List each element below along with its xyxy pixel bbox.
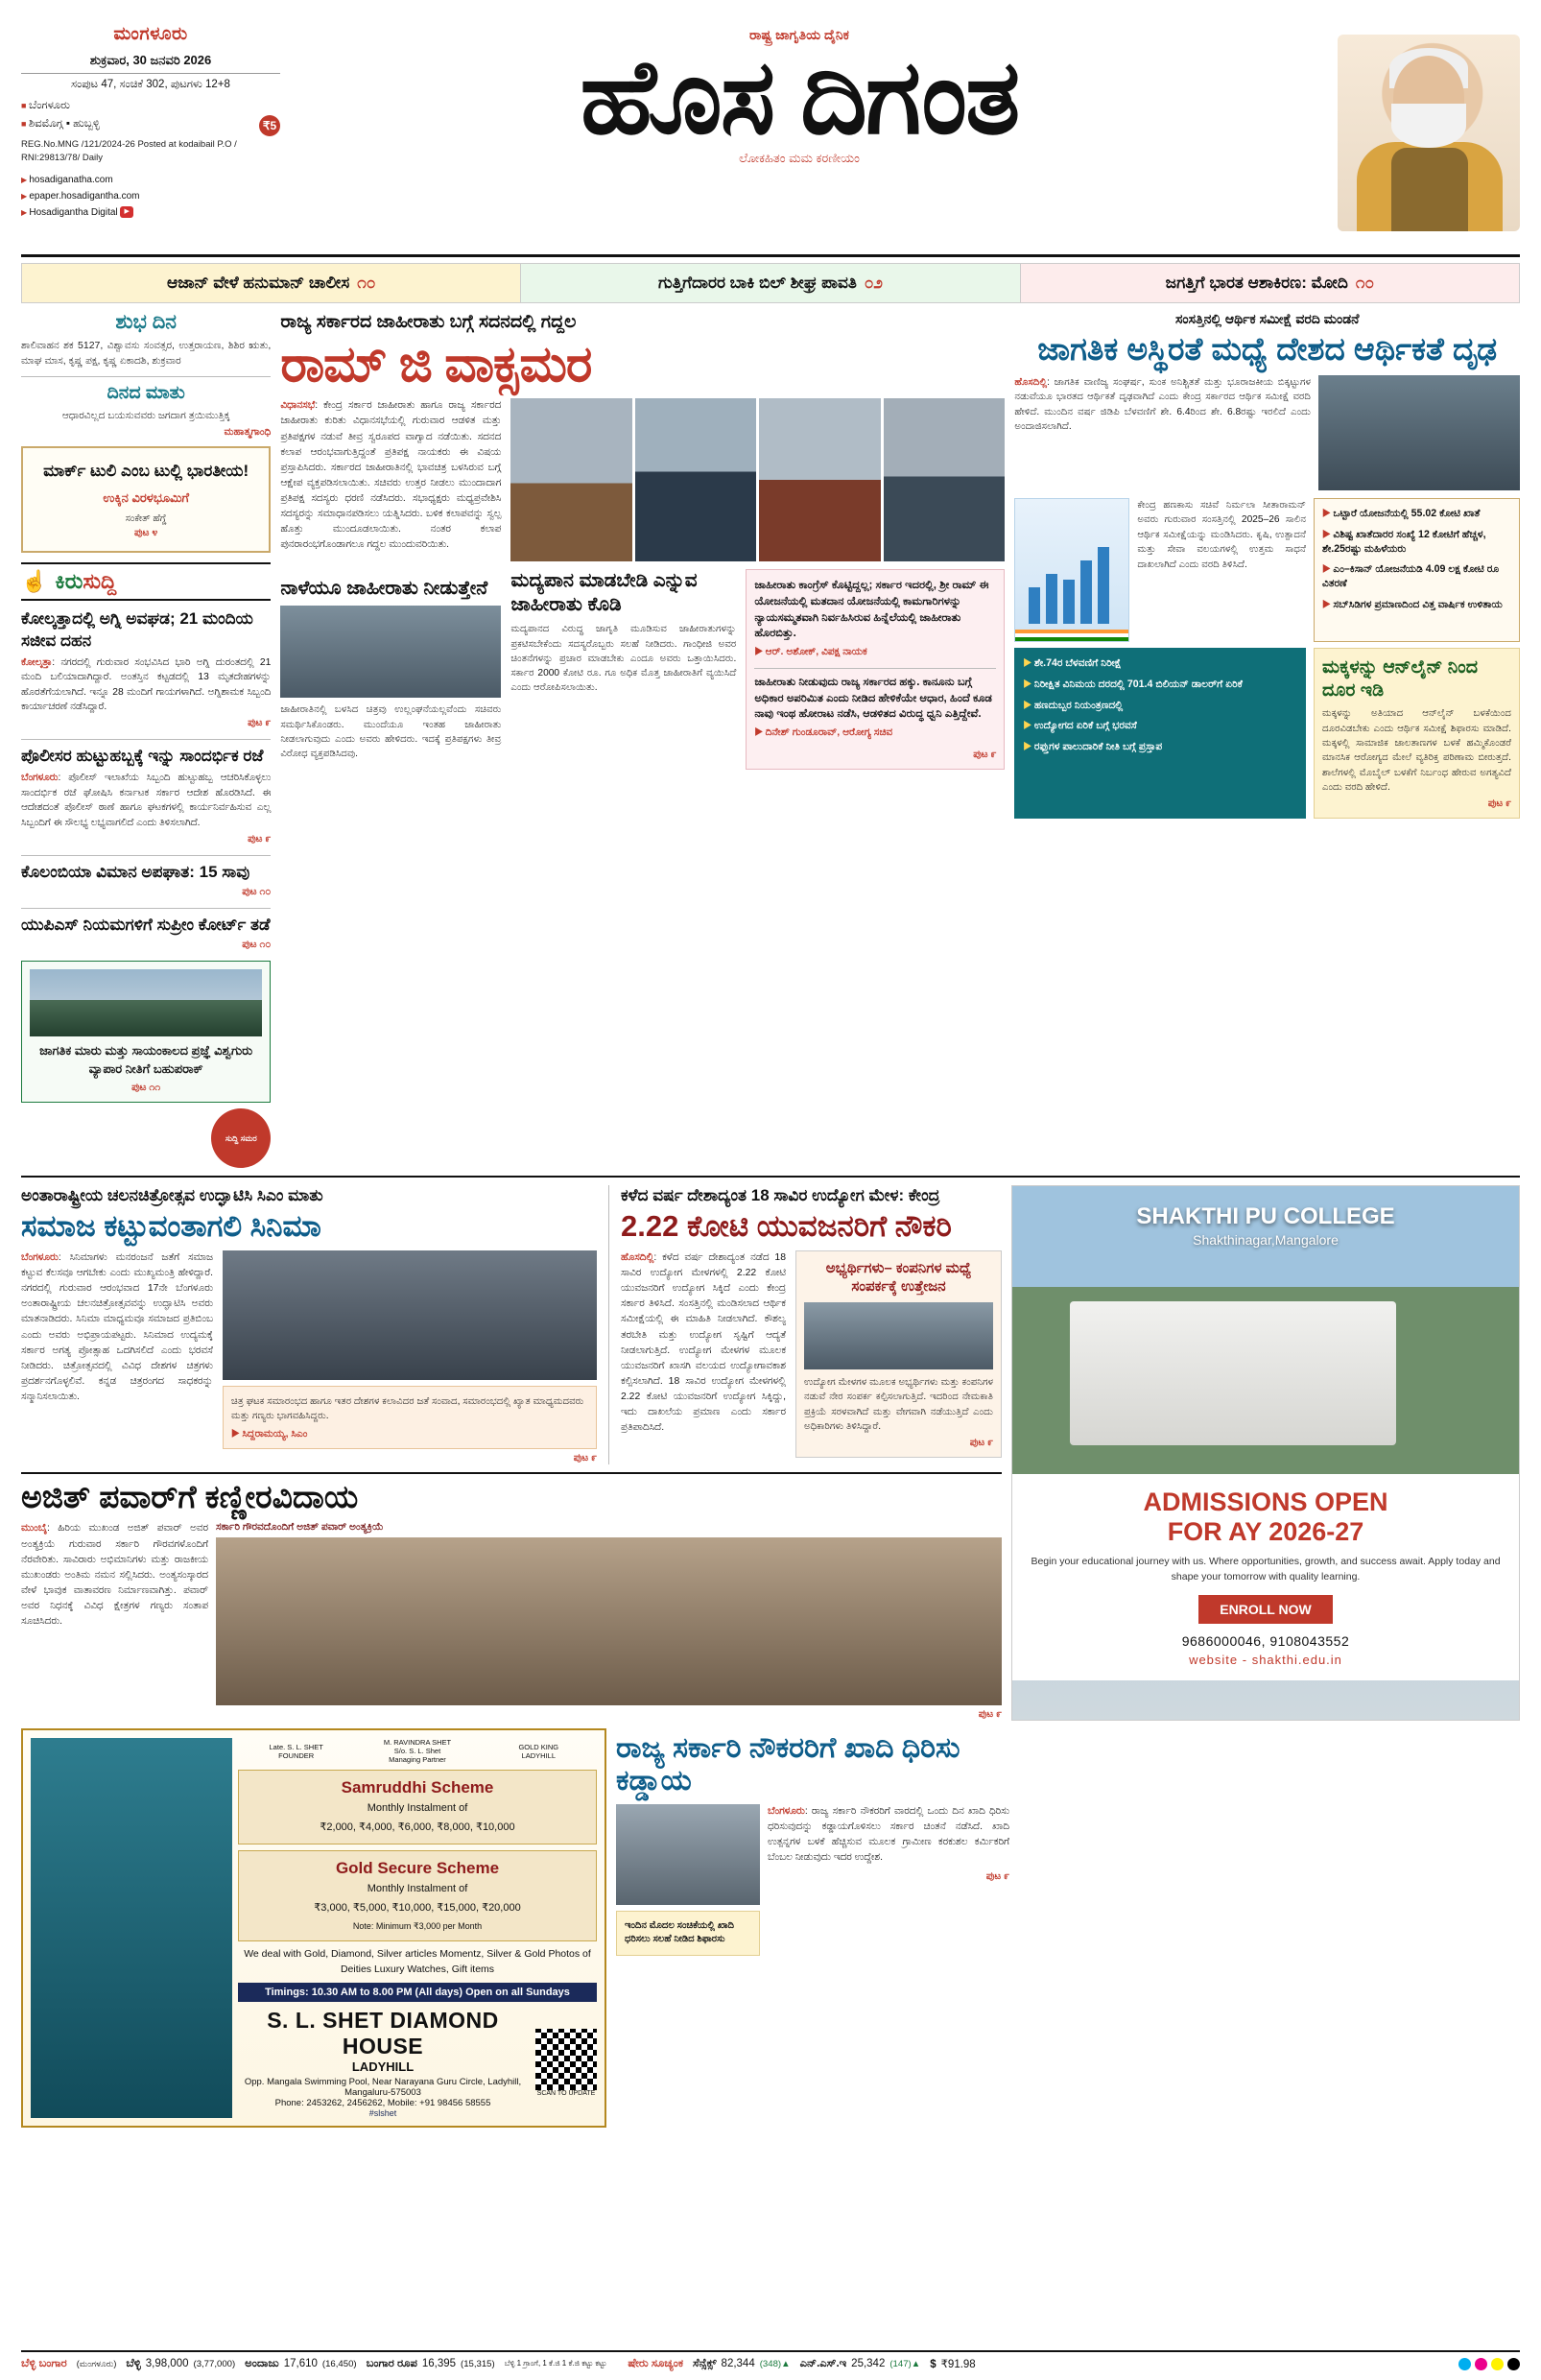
- film-caption-by: ▶ ಸಿದ್ದರಾಮಯ್ಯ, ಸಿಎಂ: [231, 1428, 588, 1440]
- youtube-icon[interactable]: ▶: [120, 206, 132, 218]
- masthead-left: [21, 17, 280, 221]
- khadi-body-col: ಬೆಂಗಳೂರು: ರಾಜ್ಯ ಸರ್ಕಾರಿ ನೌಕರರಿಗೆ ವಾರದಲ್ಲಿ ಒಂದು ದಿನ ಖಾದಿ ಧಿರಿಸು ಧರಿಸುವುದನ್ನು ಕಡ್ಡಾಯಗೊಳಿಸಲು ಸರ್ಕಾರ ಚಿಂತನೆ ನಡೆಸಿದೆ. ಖಾದಿ ಉತ್ಪನ್ನಗಳ ಬಳಕೆ ಹೆಚ್ಚಿಸುವ ಮೂಲಕ ಗ್ರಾಮೀಣ ಕರಕುಶಲ ಕರ್ಮಿಕರಿಗೆ ಬೆಂಬಲ ನೀಡುವುದು ಇದರ ಉದ್ದೇಶ. ಪುಟ ೯: [768, 1804, 1009, 1956]
- college-info: [1012, 1474, 1519, 1680]
- quote-entry: [754, 675, 996, 739]
- promo-page-ref: ಪುಟ ೧೧: [131, 1082, 161, 1094]
- highlight-item: ▶ ವಿಶಿಷ್ಟ ಖಾತೆದಾರರ ಸಂಖ್ಯೆ 12 ಕೋಟಿಗೆ ಹೆಚ್ಚಳ, ಶೇ.25ರಷ್ಟು ಮಹಿಳೆಯರು: [1322, 528, 1511, 557]
- promo-image: [30, 969, 262, 1036]
- stat-item: ▶ ಉದ್ಯೋಗದ ಏರಿಕೆ ಬಗ್ಗೆ ಭರವಸೆ: [1023, 719, 1297, 733]
- news-body: ಕೋಲ್ಕತ್ತಾ: ನಗರದಲ್ಲಿ ಗುರುವಾರ ಸಂಭವಿಸಿದ ಭಾರಿ ಅಗ್ನಿ ದುರಂತದಲ್ಲಿ 21 ಮಂದಿ ಬಲಿಯಾದಾಗಿದ್ದಾರೆ. ಅಂತಸ್ತಿನ ಕಟ್ಟಡದಲ್ಲಿ 13 ಮೃತದೇಹಗಳನ್ನು ಹೊರತೆಗೆಯಲಾಗಿದೆ. ಇನ್ನೂ 28 ಮಂದಿಗೆ ಗಾಯಗಳಾಗಿದೆ. ಅಗ್ನಿಶಾಮಕ ಸಿಬ್ಬಂದಿ ಕಾರ್ಯಾಚರಣೆ ನಡೆಸಿದ್ದಾರೆ.: [21, 656, 272, 712]
- college-building: [1070, 1301, 1396, 1445]
- lead-headline: ರಾಮ್ ಜಿ ವಾಕ್ಸಮರ: [280, 336, 592, 393]
- website-link[interactable]: ▶ hosadiganatha.com: [21, 172, 280, 188]
- right-bottom-area: [1014, 648, 1520, 819]
- sub-body-2: ಮದ್ಯಪಾನದ ವಿರುದ್ಧ ಜಾಗೃತಿ ಮೂಡಿಸುವ ಜಾಹೀರಾತುಗಳನ್ನು ಪ್ರಕಟಿಸಬೇಕೆಂದು ಸದಸ್ಯರೊಬ್ಬರು ಸಲಹೆ ನೀಡಿದರು. ಗಾಂಧೀಜಿ ಅವರ ಚಿಂತನೆಗಳನ್ನು ಪ್ರಚಾರ ಮಾಡಬೇಕು ಎಂದೂ ಅವರು ಒತ್ತಾಯಿಸಿದರು. ಸರ್ಕಾರ 2000 ಕೋಟಿ ರೂ. ಗೂ ಅಧಿಕ ಮೊತ್ತ ಜಾಹೀರಾತಿಗೆ ವ್ಯಯಿಸಿದೆ ಎಂದು ಆರೋಪಿಸಲಾಯಿತು.: [510, 624, 737, 694]
- scheme-2-sub: Monthly Instalment of: [367, 1883, 468, 1895]
- ad-timings: Timings: 10.30 AM to 8.00 PM (All days) Open on all Sundays: [238, 1983, 597, 2002]
- sub-headline-2: ಮದ್ಯಪಾನ ಮಾಡಬೇಡಿ ಎನ್ನುವ ಜಾಹೀರಾತು ಕೊಡಿ: [510, 570, 698, 616]
- dollar-label: $: [930, 2359, 936, 2370]
- rate-prev: (15,315): [461, 2358, 495, 2369]
- cmyk-black: [1507, 2358, 1520, 2370]
- enroll-button[interactable]: ENROLL NOW: [1198, 1595, 1332, 1624]
- rate-value: 3,98,000: [145, 2357, 189, 2369]
- teaser-item-2[interactable]: [521, 264, 1020, 302]
- right-body-text: ಜಾಗತಿಕ ವಾಣಿಜ್ಯ ಸಂಘರ್ಷ, ಸುಂಕ ಅನಿಶ್ಚಿತತೆ ಮತ್ತು ಭೂರಾಜಕೀಯ ಬಿಕ್ಕಟ್ಟುಗಳ ನಡುವೆಯೂ ಭಾರತದ ಆರ್ಥಿಕತೆ ದೃಢವಾಗಿದೆ ಎಂದು ಕೇಂದ್ರ ಸರ್ಕಾರದ ಆರ್ಥಿಕ ಸಮೀಕ್ಷೆ ವರದಿ ಹೇಳಿದೆ. ಮುಂದಿನ ವರ್ಷ ಜಿಡಿಪಿ ಬೆಳವಣಿಗೆ ಶೇ. 6.4ರಿಂದ ಶೇ. 6.8ರಷ್ಟು ಇರಲಿದೆ ಎಂದು ಅಂದಾಜಿಸಲಾಗಿದೆ.: [1014, 376, 1311, 433]
- film-story[interactable]: [21, 1185, 597, 1464]
- scheme-1-amounts: ₹2,000, ₹4,000, ₹6,000, ₹8,000, ₹10,000: [320, 1821, 515, 1834]
- photo-pane: [510, 398, 632, 561]
- online-box: [1314, 648, 1520, 819]
- photo-pane: [884, 398, 1006, 561]
- ad-phone: Phone: 2453262, 2456262, Mobile: +91 98456 58555: [274, 2097, 491, 2108]
- news-page-ref: ಪುಟ ೧೦: [242, 939, 272, 951]
- quote-box: [21, 446, 271, 554]
- right-body-col: ಹೊಸದಿಲ್ಲಿ: ಜಾಗತಿಕ ವಾಣಿಜ್ಯ ಸಂಘರ್ಷ, ಸುಂಕ ಅನಿಶ್ಚಿತತೆ ಮತ್ತು ಭೂರಾಜಕೀಯ ಬಿಕ್ಕಟ್ಟುಗಳ ನಡುವೆಯೂ ಭಾರತದ ಆರ್ಥಿಕತೆ ದೃಢವಾಗಿದೆ ಎಂದು ಕೇಂದ್ರ ಸರ್ಕಾರದ ಆರ್ಥಿಕ ಸಮೀಕ್ಷೆ ವರದಿ ಹೇಳಿದೆ. ಮುಂದಿನ ವರ್ಷ ಜಿಡಿಪಿ ಬೆಳವಣಿಗೆ ಶೇ. 6.4ರಿಂದ ಶೇ. 6.8ರಷ್ಟು ಇರಲಿದೆ ಎಂದು ಅಂದಾಜಿಸಲಾಗಿದೆ.: [1014, 376, 1311, 433]
- lower-left-flex: [21, 1185, 1002, 1464]
- chart-bar: [1029, 587, 1040, 624]
- news-text: ನಗರದಲ್ಲಿ ಗುರುವಾರ ಸಂಭವಿಸಿದ ಭಾರಿ ಅಗ್ನಿ ದುರಂತದಲ್ಲಿ 21 ಮಂದಿ ಬಲಿಯಾದಾಗಿದ್ದಾರೆ. ಅಂತಸ್ತಿನ ಕಟ್ಟಡದಲ್ಲಿ 13 ಮೃತದೇಹಗಳನ್ನು ಹೊರತೆಗೆಯಲಾಗಿದೆ. ಇನ್ನೂ 28 ಮಂದಿಗೆ ಗಾಯಗಳಾಗಿದೆ. ಅಗ್ನಿಶಾಮಕ ಸಿಬ್ಬಂದಿ ಕಾರ್ಯಾಚರಣೆ ನಡೆಸಿದ್ದಾರೆ.: [21, 656, 272, 712]
- highlight-item: ▶ ಒಟ್ಟಾರೆ ಯೋಜನೆಯಲ್ಲಿ 55.02 ಕೋಟಿ ಖಾತೆ: [1322, 507, 1511, 521]
- assembly-photo: [510, 398, 1005, 561]
- ajit-page-ref: ಪುಟ ೯: [978, 1708, 1002, 1721]
- news-location: ಕೋಲ್ಕತ್ತಾ: [21, 656, 53, 668]
- khadi-note-box: [616, 1911, 760, 1956]
- news-page-ref: ಪುಟ ೧೦: [242, 886, 272, 898]
- sub-story-1[interactable]: [280, 577, 501, 761]
- online-headline: ಮಕ್ಕಳನ್ನು ಆನ್‌ಲೈನ್‌ ನಿಂದ ದೂರ ಇಡಿ: [1322, 656, 1478, 701]
- bottom-section: [21, 1728, 1520, 2127]
- rate-footnote: ಬೆಳ್ಳಿ 1 ಗ್ರಾಂಗೆ, 1 ಕೆ.ಜಿ 1 ಕೆ.ಜಿ ಕಟ್ಟು ಕಟ್ಟು: [504, 2359, 607, 2368]
- masthead-center: [280, 17, 1318, 166]
- web-links: [21, 172, 280, 221]
- volume-info: ಸಂಪುಟ 47, ಸಂಚಿಕೆ 302, ಪುಟಗಳು 12+8: [71, 79, 230, 90]
- politician-photo: [1338, 35, 1520, 231]
- right-headline: ಜಾಗತಿಕ ಅಸ್ಥಿರತೆ ಮಧ್ಯೆ ದೇಶದ ಆರ್ಥಿಕತೆ ದೃಢ: [1037, 331, 1498, 367]
- news-body: ಬೆಂಗಳೂರು: ಪೊಲೀಸ್ ಇಲಾಖೆಯ ಸಿಬ್ಬಂದಿ ಹುಟ್ಟುಹಬ್ಬ ಆಚರಿಸಿಕೊಳ್ಳಲು ಸಾಂದರ್ಭಿಕ ರಜೆ ಘೋಷಿಸಿ ಕರ್ನಾಟಕ ಸರ್ಕಾರ ಆದೇಶ ಹೊರಡಿಸಿದೆ. ಈ ಆದೇಶದಂತೆ ಪೊಲೀಸ್ ಠಾಣೆ ಹಾಗೂ ಘಟಕಗಳಲ್ಲಿ ಕಾರ್ಯನಿರ್ವಹಿಸುವ ಎಲ್ಲ ಸಿಬ್ಬಂದಿಗೆ ಈ ಸೌಲಭ್ಯ ಲಭ್ಯವಾಗಲಿದೆ ಎಂದು ತಿಳಿಸಲಾಗಿದೆ.: [21, 773, 272, 828]
- market-label: ಷೇರು ಸೂಚ್ಯಂಕ: [628, 2357, 684, 2369]
- chart-bar: [1098, 547, 1109, 624]
- rate-label: ಬೆಳ್ಳಿ: [126, 2357, 141, 2369]
- economist-photo: [1318, 375, 1520, 490]
- cmyk-magenta: [1475, 2358, 1487, 2370]
- jobs-body-text: ಕಳೆದ ವರ್ಷ ದೇಶಾದ್ಯಂತ ನಡೆದ 18 ಸಾವಿರ ಉದ್ಯೋಗ ಮೇಳಗಳಲ್ಲಿ 2.22 ಕೋಟಿ ಯುವಜನರಿಗೆ ಉದ್ಯೋಗ ಸಿಕ್ಕಿದೆ ಎಂದು ಕೇಂದ್ರ ಸರ್ಕಾರ ತಿಳಿಸಿದೆ. ಸಂಸತ್ತಿನಲ್ಲಿ ಮಂಡಿಸಲಾದ ಆರ್ಥಿಕ ಸಮೀಕ್ಷೆಯಲ್ಲಿ ಈ ಮಾಹಿತಿ ನೀಡಲಾಗಿದೆ. ಕೌಶಲ್ಯ ತರಬೇತಿ ಮತ್ತು ಉದ್ಯೋಗ ಸೃಷ್ಟಿಗೆ ಆದ್ಯತೆ ನೀಡಲಾಗುತ್ತಿದೆ.: [621, 1251, 786, 1356]
- gold-sub: (ಮಂಗಳೂರು): [76, 2358, 117, 2368]
- rate-prev: (3,77,000): [193, 2358, 236, 2369]
- quote-subline: ಉಕ್ಕಿನ ವಿರಳಭೂಮಿಗೆ: [103, 490, 189, 506]
- sub-headline-1: ನಾಳೆಯೂ ಜಾಹೀರಾತು ನೀಡುತ್ತೇನೆ: [280, 578, 488, 600]
- lead-kicker: ರಾಜ್ಯ ಸರ್ಕಾರದ ಜಾಹೀರಾತು ಬಗ್ಗೆ ಸದನದಲ್ಲಿ ಗದ್ದಲ: [280, 312, 577, 332]
- jobs-page-ref: ಪುಟ ೯: [969, 1437, 993, 1449]
- quote-attribution: ▶ ದಿನೇಶ್‌ ಗುಂಡೂರಾವ್‌, ಆರೋಗ್ಯ ಸಚಿವ: [754, 726, 996, 739]
- divider: [754, 668, 996, 669]
- highlights-box: [1314, 498, 1520, 642]
- college-phone: 9686000046, 9108043552: [1181, 1632, 1350, 1649]
- ad-deals: We deal with Gold, Diamond, Silver articles Momentz, Silver & Gold Photos of Deities Luxury Watches, Gift items: [244, 1948, 591, 1975]
- divider: [21, 376, 271, 377]
- jobs-body-text-2: ಉದ್ಯೋಗ ಮೇಳಗಳ ಮೂಲಕ ಯುವಜನರಿಗೆ ಖಾಸಗಿ ವಲಯದ ಉದ್ಯೋಗಾವಕಾಶ ಕಲ್ಪಿಸಲಾಗಿದೆ. 18 ಸಾವಿರ ಉದ್ಯೋಗ ಮೇಳಗಳಲ್ಲಿ 2.22 ಕೋಟಿ ಯುವಜನರಿಗೆ ಉದ್ಯೋಗ ಸಿಕ್ಕಿದ್ದು, ಇದು ದಾಖಲೆಯ ಪ್ರಮಾಣ ಎಂದು ಸರ್ಕಾರ ಪ್ರತಿಪಾದಿಸಿದೆ.: [621, 1345, 786, 1434]
- quote-text: ಜಾಹೀರಾತು ಕಾಂಗ್ರೆಸ್ ಕೊಟ್ಟಿದ್ದಲ್ಲ; ಸರ್ಕಾರ ಇದರಲ್ಲಿ, ಶ್ರೀ ರಾಮ್‌ ಈ ಯೋಜನೆಯಲ್ಲಿ ಮತದಾನ ಯೋಜನೆಯಲ್ಲಿ ಕಾಮಗಾರಿಗಳನ್ನು ನ್ಯಾಯಸಮ್ಮತವಾಗಿ ನಿರ್ವಹಿಸಿರುವ ಹಿನ್ನೆಲೆಯಲ್ಲಿ ಜಾಹೀರಾತು ಹೊರಬಿತ್ತು.: [754, 580, 989, 640]
- masthead-tagline: ರಾಷ್ಟ್ರ ಜಾಗೃತಿಯ ದೈನಿಕ: [749, 27, 849, 42]
- sub-body-1: ಜಾಹೀರಾತಿನಲ್ಲಿ ಬಳಸಿದ ಚಿತ್ರವು ಉಲ್ಲಂಘನೆಯಲ್ಲವೆಂದು ಸಚಿವರು ಸಮರ್ಥಿಸಿಕೊಂಡರು. ಮುಂದೆಯೂ ಇಂತಹ ಜಾಹೀರಾತು ನೀಡಲಾಗುವುದು ಎಂದು ಅವರು ಹೇಳಿದರು. ಇದಕ್ಕೆ ಪ್ರತಿಪಕ್ಷಗಳು ತೀವ್ರ ವಿರೋಧ ವ್ಯಕ್ತಪಡಿಸಿದವು.: [280, 704, 502, 760]
- right-column: [1014, 311, 1520, 1168]
- brand-name: S. L. SHET DIAMOND HOUSE: [267, 2007, 499, 2059]
- kirusuddi-header: [21, 562, 271, 601]
- news-text: ಪೊಲೀಸ್ ಇಲಾಖೆಯ ಸಿಬ್ಬಂದಿ ಹುಟ್ಟುಹಬ್ಬ ಆಚರಿಸಿಕೊಳ್ಳಲು ಸಾಂದರ್ಭಿಕ ರಜೆ ಘೋಷಿಸಿ ಕರ್ನಾಟಕ ಸರ್ಕಾರ ಆದೇಶ ಹೊರಡಿಸಿದೆ. ಈ ಆದೇಶದಂತೆ ಪೊಲೀಸ್ ಠಾಣೆ ಹಾಗೂ ಘಟಕಗಳಲ್ಲಿ ಕಾರ್ಯನಿರ್ವಹಿಸುವ ಎಲ್ಲ ಸಿಬ್ಬಂದಿಗೆ ಈ ಸೌಲಭ್ಯ ಲಭ್ಯವಾಗಲಿದೆ ಎಂದು ತಿಳಿಸಲಾಗಿದೆ.: [21, 773, 272, 828]
- lead-body-2: ಸಚಿವರು ಉತ್ತರ ನೀಡಲು ಮುಂದಾದಾಗ ಪ್ರತಿಪಕ್ಷ ಸದಸ್ಯರು ಧರಣಿ ನಡೆಸಿದರು. ಸಭಾಧ್ಯಕ್ಷರು ಮಧ್ಯಪ್ರವೇಶಿಸಿ ಸದಸ್ಯರನ್ನು ಸಮಾಧಾನಪಡಿಸಲು ಯತ್ನಿಸಿದರು. ಬಳಿಕ ಕಲಾಪವನ್ನು ಸ್ವಲ್ಪ ಹೊತ್ತು ಮುಂದೂಡಲಾಯಿತು. ನಂತರ ಕಲಾಪ ಪುನರಾರಂಭಗೊಂಡಾಗಲೂ ಗದ್ದಲ ಮುಂದುವರಿಯಿತು.: [280, 477, 502, 551]
- founder-label: Late. S. L. SHET FOUNDER: [269, 1742, 323, 1760]
- funeral-photo: [216, 1537, 1002, 1705]
- highlight-item: ▶ ಎಂ–ಕಿಸಾನ್ ಯೋಜನೆಯಡಿ 4.09 ಲಕ್ಷ ಕೋಟಿ ರೂ ವಿತರಣೆ: [1322, 562, 1511, 591]
- quote-headline: ಮಾರ್ಕ್ ಟುಲಿ ಎಂಬ ಟುಲ್ಲಿ ಭಾರತೀಯ!: [43, 461, 249, 480]
- jobs-kicker: ಕಳೆದ ವರ್ಷ ದೇಶಾದ್ಯಂತ 18 ಸಾವಿರ ಉದ್ಯೋಗ ಮೇಳ: ಕೇಂದ್ರ: [621, 1186, 940, 1205]
- nifty-value: 25,342: [851, 2357, 886, 2369]
- edition-item: ■ ಶಿವಮೊಗ್ಗ ▪ ಹುಬ್ಬಳ್ಳಿ: [21, 115, 280, 132]
- kiru-title-b: ಸುದ್ದಿ: [83, 569, 117, 594]
- stats-box: [1014, 648, 1306, 819]
- divider: [21, 739, 271, 740]
- khadi-story[interactable]: [616, 1728, 1009, 2127]
- right-kicker: ಸಂಸತ್ತಿನಲ್ಲಿ ಆರ್ಥಿಕ ಸಮೀಕ್ಷೆ ವರದಿ ಮಂಡನೆ: [1174, 311, 1360, 326]
- lead-sub-left: [280, 569, 501, 770]
- sub-photo-1: [280, 606, 501, 698]
- cmyk-cyan: [1458, 2358, 1471, 2370]
- sensex-label: ಸೆನ್ಸೆಕ್ಸ್: [693, 2357, 717, 2369]
- ajit-caption: ಸರ್ಕಾರಿ ಗೌರವದೊಂದಿಗೆ ಅಜಿತ್ ಪವಾರ್ ಅಂತ್ಯಕ್ರಿಯೆ: [216, 1521, 384, 1534]
- photo-beard: [1391, 104, 1466, 148]
- rate-prev: (16,450): [321, 2358, 357, 2369]
- chart-bars: [1029, 547, 1109, 624]
- stat-item: ▶ ಶೇ.74ರ ಬೆಳವಣಿಗೆ ನಿರೀಕ್ಷೆ: [1023, 656, 1297, 671]
- khadi-note: ಇಂದಿನ ಮೊದಲ ಸಂಚಿಕೆಯಲ್ಲಿ ಖಾದಿ ಧರಿಸಲು ಸಲಹೆ ನೀಡಿದ ಶಿಫಾರಸು: [625, 1919, 735, 1945]
- dollar-item: [930, 2357, 976, 2370]
- lead-body-col: ವಿಧಾನಸಭೆ: ಕೇಂದ್ರ ಸರ್ಕಾರ ಜಾಹೀರಾತು ಹಾಗೂ ರಾಜ್ಯ ಸರ್ಕಾರದ ಜಾಹೀರಾತು ಕುರಿತು ವಿಧಾನಸಭೆಯಲ್ಲಿ ಗುರುವಾರ ಆಡಳಿತ ಮತ್ತು ಪ್ರತಿಪಕ್ಷಗಳ ನಡುವೆ ತೀವ್ರ ಸ್ವರೂಪದ ವಾಗ್ವಾದ ನಡೆಯಿತು. ಸದನದ ಕಲಾಪ ಆರಂಭವಾಗುತ್ತಿದ್ದಂತೆ ಪ್ರತಿಪಕ್ಷ ನಾಯಕರು ಈ ವಿಷಯ ಪ್ರಸ್ತಾಪಿಸಿದರು. ಸರ್ಕಾರದ ಜಾಹೀರಾತಿನಲ್ಲಿ ಭಾವಚಿತ್ರ ಬಳಸಿರುವ ಬಗ್ಗೆ ಆಕ್ಷೇಪ ವ್ಯಕ್ತಪಡಿಸಲಾಯಿತು. ಸಚಿವರು ಉತ್ತರ ನೀಡಲು ಮುಂದಾದಾಗ ಪ್ರತಿಪಕ್ಷ ಸದಸ್ಯರು ಧರಣಿ ನಡೆಸಿದರು. ಸಭಾಧ್ಯಕ್ಷರು ಮಧ್ಯಪ್ರವೇಶಿಸಿ ಸದಸ್ಯರನ್ನು ಸಮಾಧಾನಪಡಿಸಲು ಯತ್ನಿಸಿದರು. ಬಳಿಕ ಕಲಾಪವನ್ನು ಸ್ವಲ್ಪ ಹೊತ್ತು ಮುಂದೂಡಲಾಯಿತು. ನಂತರ ಕಲಾಪ ಪುನರಾರಂಭಗೊಂಡಾಗಲೂ ಗದ್ದಲ ಮುಂದುವರಿಯಿತು.: [280, 400, 502, 551]
- lower-left: [21, 1185, 1002, 1721]
- news-page-ref: ಪುಟ ೯: [248, 833, 272, 845]
- khadi-left: [616, 1804, 760, 1956]
- scheme-1: [238, 1770, 597, 1844]
- ad-bottom: [238, 2008, 597, 2118]
- price-badge: ₹5: [259, 115, 280, 136]
- quote-attribution: ▶ ಆರ್. ಅಶೋಕ್, ವಿಪಕ್ಷ ನಾಯಕ: [754, 646, 996, 658]
- teaser-page: ೧೦: [1355, 274, 1374, 292]
- news-item[interactable]: [21, 608, 271, 729]
- epaper-link[interactable]: ▶ epaper.hosadigantha.com: [21, 188, 280, 204]
- film-festival-photo: [223, 1250, 597, 1380]
- film-body-text: ಸಿನಿಮಾಗಳು ಮನರಂಜನೆ ಜತೆಗೆ ಸಮಾಜ ಕಟ್ಟುವ ಕೆಲಸವೂ ಆಗಬೇಕು ಎಂದು ಮುಖ್ಯಮಂತ್ರಿ ಹೇಳಿದ್ದಾರೆ. ನಗರದಲ್ಲಿ ಗುರುವಾರ ಆರಂಭವಾದ 17ನೇ ಬೆಂಗಳೂರು ಅಂತಾರಾಷ್ಟ್ರೀಯ ಚಲನಚಿತ್ರೋತ್ಸವವನ್ನು ಉದ್ಘಾಟಿಸಿ ಅವರು ಮಾತನಾಡಿದರು. ಸಿನಿಮಾ ಮಾಧ್ಯಮವೂ ಸಮಾಜದ ಪ್ರತಿಬಿಂಬ ಎಂದು ಅವರು ಅಭಿಪ್ರಾಯಪಟ್ಟರು.: [21, 1251, 214, 1341]
- ad-address: Opp. Mangala Swimming Pool, Near Narayana Guru Circle, Ladyhill, Mangaluru-575003: [244, 2076, 522, 2098]
- jobs-body-col: ಹೊಸದಿಲ್ಲಿ: ಕಳೆದ ವರ್ಷ ದೇಶಾದ್ಯಂತ ನಡೆದ 18 ಸಾವಿರ ಉದ್ಯೋಗ ಮೇಳಗಳಲ್ಲಿ 2.22 ಕೋಟಿ ಯುವಜನರಿಗೆ ಉದ್ಯೋಗ ಸಿಕ್ಕಿದೆ ಎಂದು ಕೇಂದ್ರ ಸರ್ಕಾರ ತಿಳಿಸಿದೆ. ಸಂಸತ್ತಿನಲ್ಲಿ ಮಂಡಿಸಲಾದ ಆರ್ಥಿಕ ಸಮೀಕ್ಷೆಯಲ್ಲಿ ಈ ಮಾಹಿತಿ ನೀಡಲಾಗಿದೆ. ಕೌಶಲ್ಯ ತರಬೇತಿ ಮತ್ತು ಉದ್ಯೋಗ ಸೃಷ್ಟಿಗೆ ಆದ್ಯತೆ ನೀಡಲಾಗುತ್ತಿದೆ. ಉದ್ಯೋಗ ಮೇಳಗಳ ಮೂಲಕ ಯುವಜನರಿಗೆ ಖಾಸಗಿ ವಲಯದ ಉದ್ಯೋಗಾವಕಾಶ ಕಲ್ಪಿಸಲಾಗಿದೆ. 18 ಸಾವಿರ ಉದ್ಯೋಗ ಮೇಳಗಳಲ್ಲಿ 2.22 ಕೋಟಿ ಯುವಜನರಿಗೆ ಉದ್ಯೋಗ ಸಿಕ್ಕಿದ್ದು, ಇದು ದಾಖಲೆಯ ಪ್ರಮಾಣ ಎಂದು ಸರ್ಕಾರ ಪ್ರತಿಪಾದಿಸಿದೆ.: [621, 1251, 786, 1434]
- news-headline: ಯುಪಿಎಸ್‌ ನಿಯಮಗಳಿಗೆ ಸುಪ್ರೀಂ ಕೋರ್ಟ್‌ ತಡೆ: [21, 916, 271, 935]
- rate-item: [245, 2358, 356, 2370]
- gold-label: ಬೆಳ್ಳಿ ಬಂಗಾರ: [21, 2357, 67, 2369]
- ajit-story[interactable]: [21, 1480, 1002, 1722]
- nifty-label: ಎನ್‌.ಎಸ್‌.ಇ: [799, 2357, 847, 2369]
- khadi-page-ref: ಪುಟ ೯: [985, 1870, 1009, 1883]
- divider: [21, 1472, 1002, 1474]
- lead-body-1: ಕೇಂದ್ರ ಸರ್ಕಾರ ಜಾಹೀರಾತು ಹಾಗೂ ರಾಜ್ಯ ಸರ್ಕಾರದ ಜಾಹೀರಾತು ಕುರಿತು ವಿಧಾನಸಭೆಯಲ್ಲಿ ಗುರುವಾರ ಆಡಳಿತ ಮತ್ತು ಪ್ರತಿಪಕ್ಷಗಳ ನಡುವೆ ತೀವ್ರ ಸ್ವರೂಪದ ವಾಗ್ವಾದ ನಡೆಯಿತು. ಸದನದ ಕಲಾಪ ಆರಂಭವಾಗುತ್ತಿದ್ದಂತೆ ಪ್ರತಿಪಕ್ಷ ನಾಯಕರು ಈ ವಿಷಯ ಪ್ರಸ್ತಾಪಿಸಿದರು. ಸರ್ಕಾರದ ಜಾಹೀರಾತಿನಲ್ಲಿ ಭಾವಚಿತ್ರ ಬಳಸಿರುವ ಬಗ್ಗೆ ಆಕ್ಷೇಪ ವ್ಯಕ್ತಪಡಿಸಲಾಯಿತು.: [280, 400, 502, 488]
- scheme-1-sub: Monthly Instalment of: [367, 1802, 468, 1815]
- sensex-change: (348)▲: [759, 2358, 791, 2369]
- film-caption: ಚಿತ್ರ ಘಟಕ ಸಮಾರಂಭದ ಹಾಗೂ ಇತರ ದೇಶಗಳ ಕಲಾವಿದರ ಜತೆ ಸಂವಾದ, ಸಮಾರಂಭದಲ್ಲಿ ಖ್ಯಾತ ಮಾಧ್ಯಮದವರು ಮತ್ತು ಗಣ್ಯರು ಭಾಗವಹಿಸಿದ್ದರು.: [231, 1395, 584, 1422]
- college-ad-inner: [1011, 1185, 1520, 1721]
- digital-label: Hosadigantha Digital: [29, 206, 118, 218]
- jewellery-ad[interactable]: [21, 1728, 606, 2127]
- lower-section: [21, 1185, 1520, 1721]
- news-location: ಬೆಂಗಳೂರು: [21, 773, 59, 784]
- rate-label: ಅಂದಾಜು: [245, 2357, 279, 2369]
- photo-pane: [759, 398, 881, 561]
- lead-body-area: [280, 398, 1005, 561]
- edition-list: [21, 97, 280, 132]
- chart-bar: [1063, 580, 1075, 624]
- right-location: ಹೊಸದಿಲ್ಲಿ: [1014, 376, 1048, 388]
- film-location: ಬೆಂಗಳೂರು: [21, 1251, 59, 1263]
- ad-model-photo: [31, 1738, 232, 2117]
- teaser-text: ಆಜಾನ್ ವೇಳೆ ಹನುಮಾನ್ ಚಾಲೀಸ: [166, 274, 350, 292]
- subhadina-body: ಶಾಲಿವಾಹನ ಶಕ 5127, ವಿಶ್ವಾವಸು ಸಂವತ್ಸರ, ಉತ್ತರಾಯಣ, ಶಿಶಿರ ಋತು, ಮಾಘ ಮಾಸ, ಕೃಷ್ಣ ಪಕ್ಷ, ಕೃಷ್ಣ ಏಕಾದಶಿ, ಶುಕ್ರವಾರ: [21, 340, 272, 368]
- left-column: [21, 311, 271, 1168]
- dinada-matu-title: ದಿನದ ಮಾತು: [107, 382, 185, 403]
- chart-bar: [1046, 574, 1057, 624]
- flag-strip: [1015, 630, 1128, 641]
- jobs-side-headline: ಅಭ್ಯರ್ಥಿಗಳು– ಕಂಪನಿಗಳ ಮಧ್ಯೆ ಸಂಪರ್ಕಕ್ಕೆ ಉತ್ತೇಜನ: [825, 1259, 972, 1296]
- masthead-right: [1318, 17, 1520, 238]
- khadi-body-text: ರಾಜ್ಯ ಸರ್ಕಾರಿ ನೌಕರರಿಗೆ ವಾರದಲ್ಲಿ ಒಂದು ದಿನ ಖಾದಿ ಧಿರಿಸು ಧರಿಸುವುದನ್ನು ಕಡ್ಡಾಯಗೊಳಿಸಲು ಸರ್ಕಾರ ಚಿಂತನೆ ನಡೆಸಿದೆ. ಖಾದಿ ಉತ್ಪನ್ನಗಳ ಬಳಕೆ ಹೆಚ್ಚಿಸುವ ಮೂಲಕ ಗ್ರಾಮೀಣ ಕರಕುಶಲ ಕರ್ಮಿಕರಿಗೆ ಬೆಂಬಲ ನೀಡುವುದು ಇದರ ಉದ್ದೇಶ.: [768, 1805, 1009, 1864]
- dollar-value: ₹91.98: [940, 2359, 976, 2370]
- economy-chart: [1014, 498, 1129, 642]
- teaser-item-3[interactable]: [1021, 264, 1519, 302]
- jobs-story[interactable]: [608, 1185, 1002, 1464]
- news-headline: ಕೋಲ್ಕತ್ತಾದಲ್ಲಿ ಅಗ್ನಿ ಅವಘಡ; 21 ಮಂದಿಯ ಸಜೀವ ದಹನ: [21, 609, 253, 650]
- rate-value: 16,395: [421, 2357, 457, 2369]
- college-name: SHAKTHI PU COLLEGE: [1136, 1203, 1395, 1230]
- highlight-item: ▶ ಸಬ್‌ಸಿಡಿಗಳ ಪ್ರಮಾಣದಿಂದ ವಿತ್ತ ವಾರ್ಷಿಕ ಉಳಿತಾಯ: [1322, 598, 1511, 612]
- film-headline: ಸಮಾಜ ಕಟ್ಟುವಂತಾಗಲಿ ಸಿನಿಮಾ: [21, 1209, 321, 1244]
- dinada-matu-by: ಮಹಾತ್ಮಗಾಂಧಿ: [224, 425, 272, 438]
- scheme-1-title: Samruddhi Scheme: [341, 1778, 494, 1797]
- lead-subsection: [280, 569, 1005, 770]
- teaser-text: ಜಗತ್ತಿಗೆ ಭಾರತ ಆಶಾಕಿರಣ: ಮೋದಿ: [1165, 274, 1348, 292]
- teaser-page: ೧೦: [357, 274, 376, 292]
- news-page-ref: ಪುಟ ೯: [248, 717, 272, 729]
- khadi-location: ಬೆಂಗಳೂರು: [768, 1805, 805, 1817]
- quote-page-ref: ಪುಟ ೪: [134, 527, 158, 539]
- edition-city: ಮಂಗಳೂರು: [113, 24, 188, 44]
- quote-entry: [754, 578, 996, 658]
- ad-social: #slshet: [368, 2107, 397, 2118]
- stat-item: ▶ ನಿರೀಕ್ಷಿತ ವಿನಿಮಯ ದರದಲ್ಲಿ 701.4 ಬಿಲಿಯನ್ ಡಾಲರ್‌ಗೆ ಏರಿಕೆ: [1023, 678, 1297, 692]
- quotes-box: [746, 569, 1005, 770]
- film-body-text-2: ಸಿನಿಮಾದ ಉದ್ಯಮಕ್ಕೆ ಸರ್ಕಾರ ಅಗತ್ಯ ಪ್ರೋತ್ಸಾಹ ಒದಗಿಸಲಿದೆ ಎಂದು ಭರವಸೆ ನೀಡಿದರು. ಚಿತ್ರೋತ್ಸವದಲ್ಲಿ ವಿವಿಧ ದೇಶಗಳ ಚಿತ್ರಗಳು ಪ್ರದರ್ಶನಗೊಳ್ಳಲಿವೆ. ಕನ್ನಡ ಚಿತ್ರರಂಗದ ಸಾಧಕರನ್ನು ಸನ್ಮಾನಿಸಲಾಯಿತು.: [21, 1329, 213, 1403]
- sensex-item: [693, 2358, 791, 2370]
- nifty-change: (147)▲: [889, 2358, 921, 2369]
- jobs-content: [621, 1250, 1002, 1458]
- divider: [21, 855, 271, 856]
- quote-text: ಜಾಹೀರಾತು ನೀಡುವುದು ರಾಜ್ಯ ಸರ್ಕಾರದ ಹಕ್ಕು. ಕಾನೂನು ಬಗ್ಗೆ ಅಧಿಕಾರ ಅಪರಿಮಿತ ಎಂದು ನೀಡಿದ ಹೇಳಿಕೆಯೇ ಆಧಾರ, ಹಿಂದೆ ಕೂಡ ನಾವು ಇಂಥ ಹೋರಾಟ ನಡೆಸಿ, ಆಡಳಿತದ ವಿರುದ್ಧ ಧ್ವನಿ ಎತ್ತಿದ್ದೇವೆ.: [754, 676, 992, 721]
- scheme-2-title: Gold Secure Scheme: [335, 1859, 500, 1878]
- news-headline: ಕೊಲಂಬಿಯಾ ವಿಮಾನ ಅಪಘಾತ: 15 ಸಾವು: [21, 863, 250, 882]
- college-ad[interactable]: [1011, 1185, 1520, 1721]
- cmyk-registration-marks: [1458, 2358, 1520, 2370]
- sensex-value: 82,344: [721, 2357, 755, 2369]
- film-content: [21, 1250, 597, 1464]
- teaser-text: ಗುತ್ತಿಗೆದಾರರ ಬಾಕಿ ಬಿಲ್ ಶೀಘ್ರ ಪಾವತಿ: [658, 274, 857, 292]
- right-body-col-2: [1137, 498, 1306, 642]
- promo-text: ಜಾಗತಿಕ ಮಾರು ಮತ್ತು ಸಾಯಂಕಾಲದ ಪ್ರಜ್ಞೆ ವಿಶ್ವಗುರು ವ್ಯಾಪಾರ ನೀತಿಗೆ ಬಹುಪರಾಕ್: [39, 1043, 253, 1077]
- middle-column: [280, 311, 1005, 1168]
- quote-author: ಸಂಕೇತ್ ಹೆಗ್ಡೆ: [125, 513, 167, 525]
- teaser-bar: [21, 263, 1520, 303]
- ad-content: [238, 1738, 597, 2117]
- admissions-line-1: ADMISSIONS OPEN: [1143, 1488, 1388, 1517]
- film-page-ref: ಪುಟ ೯: [573, 1451, 597, 1464]
- publication-date: ಶುಕ್ರವಾರ, 30 ಜನವರಿ 2026: [89, 52, 212, 67]
- film-caption-box: [223, 1386, 597, 1449]
- main-grid: [21, 311, 1520, 1168]
- college-location: Shakthinagar,Mangalore: [1193, 1232, 1339, 1249]
- khadi-headline: ರಾಜ್ಯ ಸರ್ಕಾರಿ ನೌಕರರಿಗೆ ಖಾದಿ ಧಿರಿಸು ಕಡ್ಡಾಯ: [616, 1732, 960, 1797]
- online-body: ಮಕ್ಕಳನ್ನು ಅತಿಯಾದ ಆನ್‌ಲೈನ್ ಬಳಕೆಯಿಂದ ದೂರವಿಡಬೇಕು ಎಂದು ಆರ್ಥಿಕ ಸಮೀಕ್ಷೆ ಶಿಫಾರಸು ಮಾಡಿದೆ. ಮಕ್ಕಳಲ್ಲಿ ಸಾಮಾಜಿಕ ಜಾಲತಾಣಗಳ ಬಳಕೆ ಹಮ್ಮಿಕೊಂಡರೆ ಮಾನಸಿಕ ಆರೋಗ್ಯದ ಮೇಲೆ ವ್ಯತಿರಿಕ್ತ ಪರಿಣಾಮ ಬೀರುತ್ತದೆ. ಶಾಲೆಗಳಲ್ಲಿ ಮೊಬೈಲ್ ಬಳಕೆಗೆ ನಿರ್ಬಂಧ ಹೇರುವ ಅಗತ್ಯವಿದೆ ಎಂದು ವರದಿ ಹೇಳಿದೆ.: [1322, 708, 1511, 793]
- scheme-2: [238, 1850, 597, 1941]
- film-kicker: ಅಂತಾರಾಷ್ಟ್ರೀಯ ಚಲನಚಿತ್ರೋತ್ಸವ ಉದ್ಘಾಟಿಸಿ ಸಿಎಂ ಮಾತು: [21, 1186, 323, 1205]
- subhadina-title: ಶುಭ ದಿನ: [115, 311, 177, 333]
- ajit-body-col: ಮುಂಬೈ: ಹಿರಿಯ ಮುಖಂಡ ಅಜಿತ್ ಪವಾರ್ ಅವರ ಅಂತ್ಯಕ್ರಿಯೆ ಗುರುವಾರ ಸರ್ಕಾರಿ ಗೌರವಗಳೊಂದಿಗೆ ನೆರವೇರಿತು. ಸಾವಿರಾರು ಅಭಿಮಾನಿಗಳು ಮತ್ತು ರಾಜಕೀಯ ಮುಖಂಡರು ಅಂತಿಮ ನಮನ ಸಲ್ಲಿಸಿದರು. ಅಂತ್ಯಸಂಸ್ಕಾರದ ವೇಳೆ ಭಾವುಕ ವಾತಾವರಣ ನಿರ್ಮಾಣವಾಗಿತ್ತು. ಪವಾರ್ ಅವರ ನಿಧನಕ್ಕೆ ವಿವಿಧ ಕ್ಷೇತ್ರಗಳ ಗಣ್ಯರು ಸಂತಾಪ ಸೂಚಿಸಿದರು.: [21, 1523, 208, 1628]
- rate-item: [126, 2358, 235, 2370]
- divider: [21, 1176, 1520, 1178]
- divider: [21, 73, 280, 74]
- right-top-area: [1014, 375, 1520, 490]
- chart-bar: [1080, 560, 1092, 624]
- news-item[interactable]: [21, 915, 271, 951]
- brand-sub: LADYHILL: [351, 2059, 415, 2074]
- lead-photo-area: [510, 398, 1005, 561]
- lead-location: ವಿಧಾನಸಭೆ: [280, 400, 316, 412]
- khadi-content: [616, 1804, 1009, 1956]
- status-badge: ಸುದ್ದಿ ಸಮರ: [211, 1108, 271, 1168]
- masthead: [21, 17, 1520, 257]
- stat-item: ▶ ಹಣದುಬ್ಬರ ನಿಯಂತ್ರಣದಲ್ಲಿ: [1023, 699, 1297, 713]
- ad-founders: [238, 1738, 597, 1764]
- rate-value: 17,610: [283, 2357, 318, 2369]
- promo-box[interactable]: [21, 961, 271, 1103]
- ajit-photo-area: [216, 1521, 1002, 1721]
- lead-sub-mid: [510, 569, 736, 770]
- teaser-item-1[interactable]: [22, 264, 521, 302]
- registration-info: REG.No.MNG /121/2024-26 Posted at kodaibail P.O / RNI:29813/78/ Daily: [21, 139, 237, 164]
- right-body-text-2: ಕೇಂದ್ರ ಹಣಕಾಸು ಸಚಿವೆ ನಿರ್ಮಲಾ ಸೀತಾರಾಮನ್ ಅವರು ಗುರುವಾರ ಸಂಸತ್ತಿನಲ್ಲಿ 2025–26 ಸಾಲಿನ ಆರ್ಥಿಕ ಸಮೀಕ್ಷೆಯನ್ನು ಮಂಡಿಸಿದರು. ಕೃಷಿ, ಉತ್ಪಾದನೆ ಮತ್ತು ಸೇವಾ ವಲಯಗಳಲ್ಲಿ ಉತ್ತಮ ಸಾಧನೆ ದಾಖಲಾಗಿದೆ ಎಂದು ವರದಿ ತಿಳಿಸಿದೆ.: [1137, 499, 1306, 570]
- qr-code-icon[interactable]: [535, 2029, 597, 2090]
- qr-label: SCAN TO UPDATE: [536, 2089, 596, 2097]
- rate-label: ಬಂಗಾರ ರೂಪ: [366, 2357, 417, 2369]
- ajit-body-text: ಹಿರಿಯ ಮುಖಂಡ ಅಜಿತ್ ಪವಾರ್ ಅವರ ಅಂತ್ಯಕ್ರಿಯೆ ಗುರುವಾರ ಸರ್ಕಾರಿ ಗೌರವಗಳೊಂದಿಗೆ ನೆರವೇರಿತು. ಸಾವಿರಾರು ಅಭಿಮಾನಿಗಳು ಮತ್ತು ರಾಜಕೀಯ ಮುಖಂಡರು ಅಂತಿಮ ನಮನ ಸಲ್ಲಿಸಿದರು. ಅಂತ್ಯಸಂಸ್ಕಾರದ ವೇಳೆ ಭಾವುಕ ವಾತಾವರಣ ನಿರ್ಮಾಣವಾಗಿತ್ತು. ಪವಾರ್ ಅವರ ನಿಧನಕ್ಕೆ ವಿವಿಧ ಕ್ಷೇತ್ರಗಳ ಗಣ್ಯರು ಸಂತಾಪ ಸೂಚಿಸಿದರು.: [21, 1523, 208, 1628]
- cmyk-yellow: [1491, 2358, 1504, 2370]
- jobs-side-body: ಉದ್ಯೋಗ ಮೇಳಗಳ ಮೂಲಕ ಅಭ್ಯರ್ಥಿಗಳು ಮತ್ತು ಕಂಪನಿಗಳ ನಡುವೆ ನೇರ ಸಂಪರ್ಕ ಕಲ್ಪಿಸಲಾಗುತ್ತಿದೆ. ಇದರಿಂದ ನೇಮಕಾತಿ ಪ್ರಕ್ರಿಯೆ ಸರಳವಾಗಿದೆ ಮತ್ತು ವೇಗವಾಗಿ ನಡೆಯುತ್ತಿದೆ ಎಂದು ಅಧಿಕಾರಿಗಳು ತಿಳಿಸಿದ್ದಾರೆ.: [804, 1376, 993, 1432]
- jobs-location: ಹೊಸದಿಲ್ಲಿ: [621, 1251, 654, 1263]
- scheme-note: Note: Minimum ₹3,000 per Month: [352, 1921, 483, 1932]
- lead-page-ref: ಪುಟ ೯: [973, 748, 997, 760]
- kiru-title-a: ಕಿರು: [55, 569, 83, 594]
- ajit-headline: ಅಜಿತ್ ಪವಾರ್‌ಗೆ ಕಣ್ಣೀರವಿದಾಯ: [21, 1478, 359, 1514]
- kirusuddi-title: [55, 569, 116, 594]
- footer-bar: [21, 2350, 1520, 2370]
- ajit-content: [21, 1521, 1002, 1721]
- founder-label: M. RAVINDRA SHET S/o. S. L. Shet Managing Partner: [383, 1738, 452, 1765]
- teaser-page: ೦೨: [864, 274, 883, 292]
- pointing-hand-icon: ☝: [21, 569, 48, 594]
- right-mid-area: [1014, 498, 1520, 642]
- newspaper-title: ಹೊಸ ದಿಗಂತ: [580, 38, 1019, 155]
- stat-item: ▶ ರಫ್ತುಗಳ ಪಾಲುದಾರಿಕೆ ನೀತಿ ಬಗ್ಗೆ ಪ್ರಸ್ತಾಪ: [1023, 740, 1297, 754]
- photo-vest: [1391, 148, 1468, 231]
- ajit-location: ಮುಂಬೈ: [21, 1523, 48, 1535]
- scheme-2-amounts: ₹3,000, ₹5,000, ₹10,000, ₹15,000, ₹20,000: [314, 1902, 521, 1915]
- founder-label: GOLD KING LADYHILL: [518, 1742, 559, 1760]
- right-page-ref: ಪುಟ ೯: [1487, 797, 1511, 810]
- film-body-col: ಬೆಂಗಳೂರು: ಸಿನಿಮಾಗಳು ಮನರಂಜನೆ ಜತೆಗೆ ಸಮಾಜ ಕಟ್ಟುವ ಕೆಲಸವೂ ಆಗಬೇಕು ಎಂದು ಮುಖ್ಯಮಂತ್ರಿ ಹೇಳಿದ್ದಾರೆ. ನಗರದಲ್ಲಿ ಗುರುವಾರ ಆರಂಭವಾದ 17ನೇ ಬೆಂಗಳೂರು ಅಂತಾರಾಷ್ಟ್ರೀಯ ಚಲನಚಿತ್ರೋತ್ಸವವನ್ನು ಉದ್ಘಾಟಿಸಿ ಅವರು ಮಾತನಾಡಿದರು. ಸಿನಿಮಾ ಮಾಧ್ಯಮವೂ ಸಮಾಜದ ಪ್ರತಿಬಿಂಬ ಎಂದು ಅವರು ಅಭಿಪ್ರಾಯಪಟ್ಟರು. ಸಿನಿಮಾದ ಉದ್ಯಮಕ್ಕೆ ಸರ್ಕಾರ ಅಗತ್ಯ ಪ್ರೋತ್ಸಾಹ ಒದಗಿಸಲಿದೆ ಎಂದು ಭರವಸೆ ನೀಡಿದರು. ಚಿತ್ರೋತ್ಸವದಲ್ಲಿ ವಿವಿಧ ದೇಶಗಳ ಚಿತ್ರಗಳು ಪ್ರದರ್ಶನಗೊಳ್ಳಲಿವೆ. ಕನ್ನಡ ಚಿತ್ರರಂಗದ ಸಾಧಕರನ್ನು ಸನ್ಮಾನಿಸಲಾಯಿತು.: [21, 1251, 214, 1403]
- college-website[interactable]: website - shakthi.edu.in: [1189, 1652, 1342, 1667]
- news-headline: ಪೊಲೀಸರ ಹುಟ್ಟುಹಬ್ಬಕ್ಕೆ ಇನ್ನು ಸಾಂದರ್ಭಿಕ ರಜೆ: [21, 747, 264, 766]
- college-photo: [1012, 1186, 1519, 1474]
- jobs-side-card: [795, 1250, 1002, 1458]
- ad-brand-block: [238, 2008, 528, 2118]
- film-photo-area: [223, 1250, 597, 1464]
- jobs-side-photo: [804, 1302, 993, 1369]
- khadi-photo: [616, 1804, 760, 1905]
- college-blurb: Begin your educational journey with us. Where opportunities, growth, and success await. Apply today and shape your tomorrow with quality learning.: [1031, 1556, 1501, 1583]
- edition-item: ■ ಬೆಂಗಳೂರು: [21, 97, 280, 114]
- photo-pane: [635, 398, 757, 561]
- rate-item: [367, 2358, 495, 2370]
- admissions-line-2: FOR AY 2026-27: [1167, 1517, 1364, 1547]
- dinada-matu-body: ಆಧಾರವಿಲ್ಲದ ಬಯಸುವವರು ಜಗದಾಗ ತ್ರಯಿಮುತ್ತಿಕ್ಕ: [61, 409, 230, 421]
- news-item[interactable]: [21, 746, 271, 845]
- ad-qr-block[interactable]: [535, 2029, 597, 2097]
- divider: [21, 908, 271, 909]
- news-item[interactable]: [21, 862, 271, 898]
- nifty-item: [800, 2358, 921, 2370]
- jobs-headline: 2.22 ಕೋಟಿ ಯುವಜನರಿಗೆ ನೌಕರಿ: [621, 1209, 952, 1244]
- digital-link[interactable]: [21, 204, 280, 221]
- masthead-subtitle: ಲೋಕಹಿತಂ ಮಮ ಕರಣೀಯಂ: [739, 151, 860, 165]
